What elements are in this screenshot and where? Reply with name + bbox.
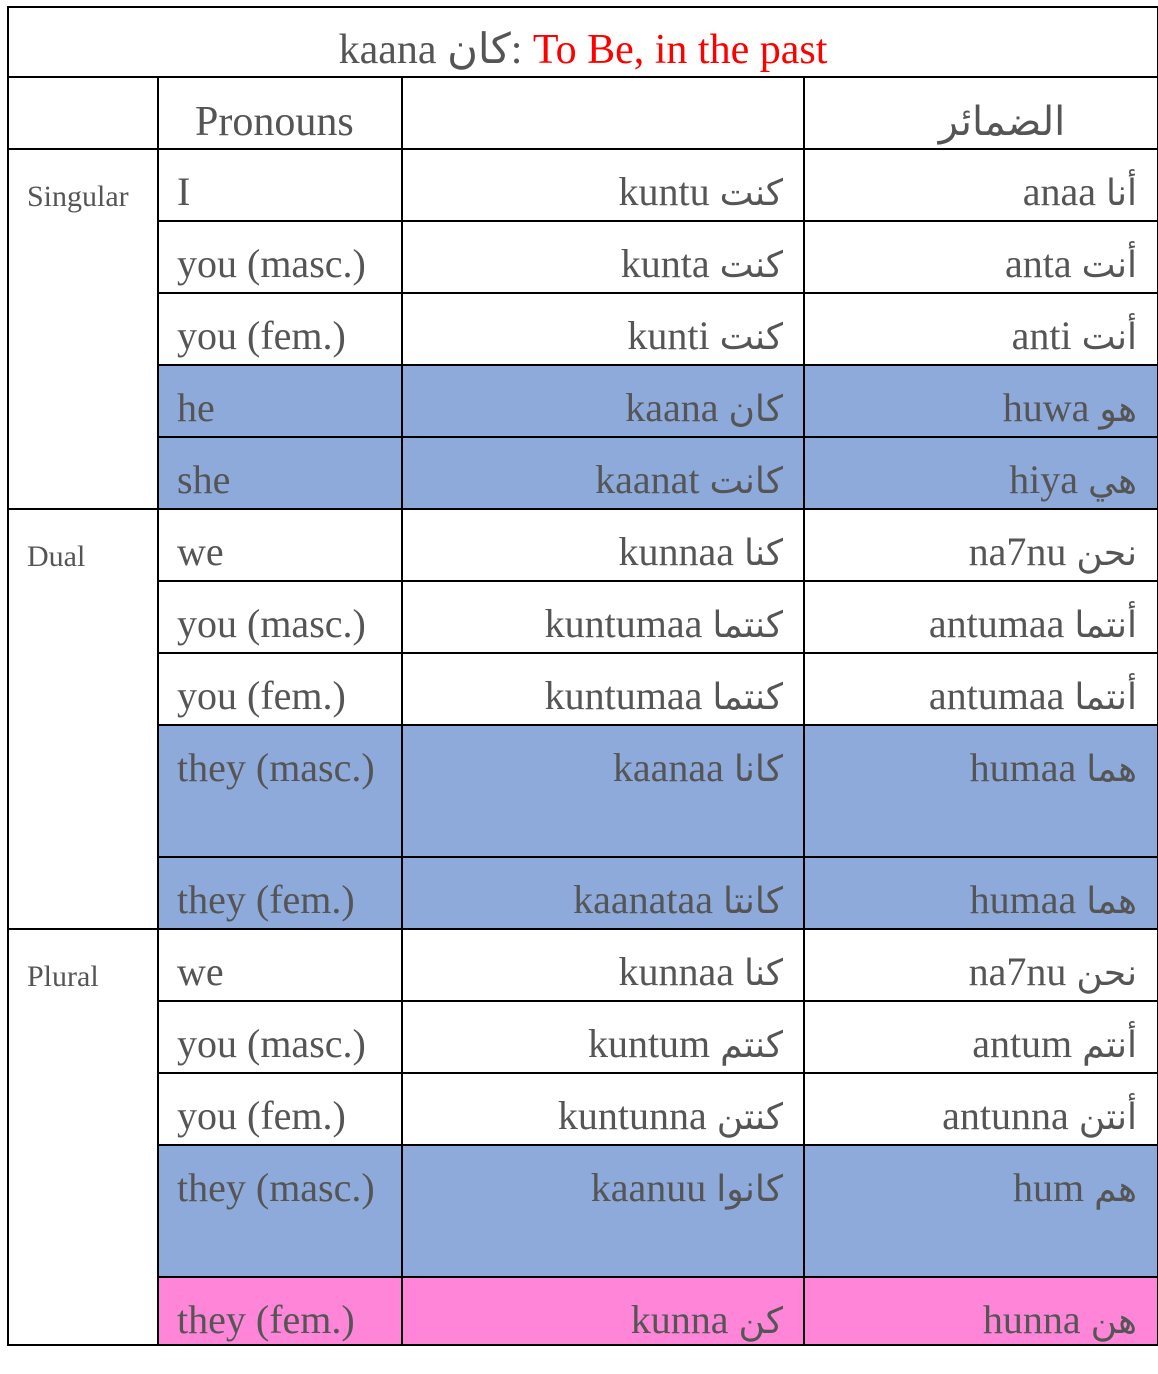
pronoun-transliteration: anaa xyxy=(1022,169,1097,214)
pronoun-transliteration: na7nu xyxy=(968,949,1067,994)
pronoun-english: you (fem.) xyxy=(158,1073,402,1145)
arabic-pronoun xyxy=(804,293,1158,365)
table-row xyxy=(8,1073,1158,1145)
pronoun-arabic: أنتما xyxy=(1074,605,1138,646)
table-row xyxy=(8,725,1158,857)
verb-transliteration: kaanat xyxy=(595,457,700,502)
table-row xyxy=(8,1001,1158,1073)
verb-form xyxy=(402,509,804,581)
verb-arabic: كانتا xyxy=(723,881,783,922)
verb-transliteration: kuntumaa xyxy=(544,601,703,646)
arabic-pronoun xyxy=(804,365,1158,437)
verb-arabic: كانوا xyxy=(716,1169,783,1210)
header-blank xyxy=(402,77,804,149)
table-row xyxy=(8,221,1158,293)
verb-form xyxy=(402,437,804,509)
pronoun-transliteration: antunna xyxy=(942,1093,1069,1138)
verb-form xyxy=(402,293,804,365)
verb-arabic: كنت xyxy=(719,245,783,286)
pronoun-transliteration: hum xyxy=(1012,1165,1085,1210)
arabic-pronoun xyxy=(804,1073,1158,1145)
pronoun-arabic: أنا xyxy=(1106,173,1138,214)
verb-transliteration: kaanaa xyxy=(612,745,724,790)
verb-arabic: كنت xyxy=(719,317,783,358)
pronoun-transliteration: antum xyxy=(972,1021,1073,1066)
title-highlight: To Be, in the past xyxy=(532,27,828,73)
pronoun-transliteration: na7nu xyxy=(968,529,1067,574)
pronoun-arabic: أنتم xyxy=(1082,1025,1138,1066)
conjugation-table xyxy=(7,6,1158,1346)
verb-arabic: كنتما xyxy=(712,677,783,718)
table-row xyxy=(8,581,1158,653)
pronoun-english: you (masc.) xyxy=(158,221,402,293)
pronoun-english: I xyxy=(158,149,402,221)
arabic-pronoun xyxy=(804,437,1158,509)
pronoun-arabic: هم xyxy=(1094,1169,1138,1210)
pronoun-english: you (masc.) xyxy=(158,1001,402,1073)
verb-form xyxy=(402,725,804,857)
verb-transliteration: kuntu xyxy=(618,169,710,214)
arabic-pronoun xyxy=(804,1145,1158,1277)
pronoun-arabic: هو xyxy=(1099,389,1138,430)
pronoun-arabic: أنتما xyxy=(1074,677,1138,718)
pronoun-transliteration: anta xyxy=(1005,241,1072,286)
pronoun-transliteration: antumaa xyxy=(928,601,1065,646)
pronoun-transliteration: hiya xyxy=(1009,457,1079,502)
pronoun-transliteration: anti xyxy=(1011,313,1072,358)
table-row xyxy=(8,929,1158,1001)
table-row xyxy=(8,857,1158,929)
verb-transliteration: kaanataa xyxy=(573,877,714,922)
pronoun-english: you (fem.) xyxy=(158,653,402,725)
table-row xyxy=(8,365,1158,437)
verb-arabic: كنتن xyxy=(716,1097,783,1138)
table-body xyxy=(8,149,1158,1345)
arabic-pronoun xyxy=(804,929,1158,1001)
verb-form xyxy=(402,149,804,221)
group-label-dual: Dual xyxy=(8,509,158,929)
pronoun-english: you (fem.) xyxy=(158,293,402,365)
verb-form xyxy=(402,1145,804,1277)
pronoun-arabic: هن xyxy=(1090,1301,1138,1342)
arabic-pronoun xyxy=(804,221,1158,293)
header-arabic-pronouns: الضمائر xyxy=(804,77,1158,149)
verb-form xyxy=(402,1073,804,1145)
pronoun-arabic: هما xyxy=(1086,749,1138,790)
pronoun-english: he xyxy=(158,365,402,437)
table-row xyxy=(8,1145,1158,1277)
pronoun-english: they (masc.) xyxy=(158,725,402,857)
group-label-singular: Singular xyxy=(8,149,158,509)
pronoun-english: we xyxy=(158,929,402,1001)
pronoun-transliteration: huwa xyxy=(1002,385,1090,430)
table-row xyxy=(8,653,1158,725)
arabic-pronoun xyxy=(804,1277,1158,1345)
pronoun-arabic: أنت xyxy=(1081,317,1138,358)
pronoun-transliteration: humaa xyxy=(969,745,1077,790)
pronoun-english: she xyxy=(158,437,402,509)
arabic-pronoun xyxy=(804,653,1158,725)
verb-arabic: كنا xyxy=(744,953,783,994)
verb-transliteration: kunti xyxy=(627,313,710,358)
verb-transliteration: kuntumaa xyxy=(544,673,703,718)
table-row xyxy=(8,437,1158,509)
pronoun-arabic: نحن xyxy=(1076,533,1138,574)
arabic-pronoun xyxy=(804,509,1158,581)
pronoun-english: you (masc.) xyxy=(158,581,402,653)
header-pronouns: Pronouns xyxy=(158,77,402,149)
title-lead: kaana كان: xyxy=(338,27,533,73)
pronoun-english: they (fem.) xyxy=(158,857,402,929)
verb-form xyxy=(402,581,804,653)
verb-transliteration: kunnaa xyxy=(618,949,735,994)
verb-form xyxy=(402,857,804,929)
verb-arabic: كان xyxy=(728,389,783,430)
pronoun-english: they (fem.) xyxy=(158,1277,402,1345)
verb-transliteration: kaanuu xyxy=(590,1165,707,1210)
verb-arabic: كانت xyxy=(709,461,783,502)
verb-form xyxy=(402,929,804,1001)
verb-arabic: كانا xyxy=(733,749,783,790)
verb-arabic: كنتم xyxy=(720,1025,783,1066)
arabic-pronoun xyxy=(804,725,1158,857)
verb-form xyxy=(402,221,804,293)
table-row xyxy=(8,509,1158,581)
verb-form xyxy=(402,1277,804,1345)
verb-transliteration: kunta xyxy=(620,241,710,286)
pronoun-arabic: هما xyxy=(1086,881,1138,922)
pronoun-english: we xyxy=(158,509,402,581)
pronoun-arabic: نحن xyxy=(1076,953,1138,994)
verb-transliteration: kuntunna xyxy=(557,1093,707,1138)
verb-form xyxy=(402,653,804,725)
arabic-pronoun xyxy=(804,1001,1158,1073)
pronoun-arabic: أنت xyxy=(1081,245,1138,286)
table-row xyxy=(8,149,1158,221)
verb-transliteration: kuntum xyxy=(587,1021,711,1066)
pronoun-transliteration: humaa xyxy=(969,877,1077,922)
header-empty-cell xyxy=(8,77,158,149)
pronoun-transliteration: hunna xyxy=(982,1297,1081,1342)
verb-arabic: كنت xyxy=(719,173,783,214)
arabic-pronoun xyxy=(804,857,1158,929)
verb-transliteration: kunna xyxy=(630,1297,729,1342)
table-row xyxy=(8,1277,1158,1345)
pronoun-arabic: هي xyxy=(1088,461,1138,502)
verb-arabic: كنا xyxy=(744,533,783,574)
pronoun-transliteration: antumaa xyxy=(928,673,1065,718)
pronoun-arabic: أنتن xyxy=(1078,1097,1138,1138)
pronoun-english: they (masc.) xyxy=(158,1145,402,1277)
verb-transliteration: kunnaa xyxy=(618,529,735,574)
verb-form xyxy=(402,365,804,437)
table-title xyxy=(8,7,1158,77)
verb-transliteration: kaana xyxy=(625,385,719,430)
verb-arabic: كنتما xyxy=(712,605,783,646)
arabic-pronoun xyxy=(804,581,1158,653)
verb-form xyxy=(402,1001,804,1073)
table-row xyxy=(8,293,1158,365)
verb-arabic: كن xyxy=(738,1301,783,1342)
arabic-pronoun xyxy=(804,149,1158,221)
group-label-plural: Plural xyxy=(8,929,158,1345)
